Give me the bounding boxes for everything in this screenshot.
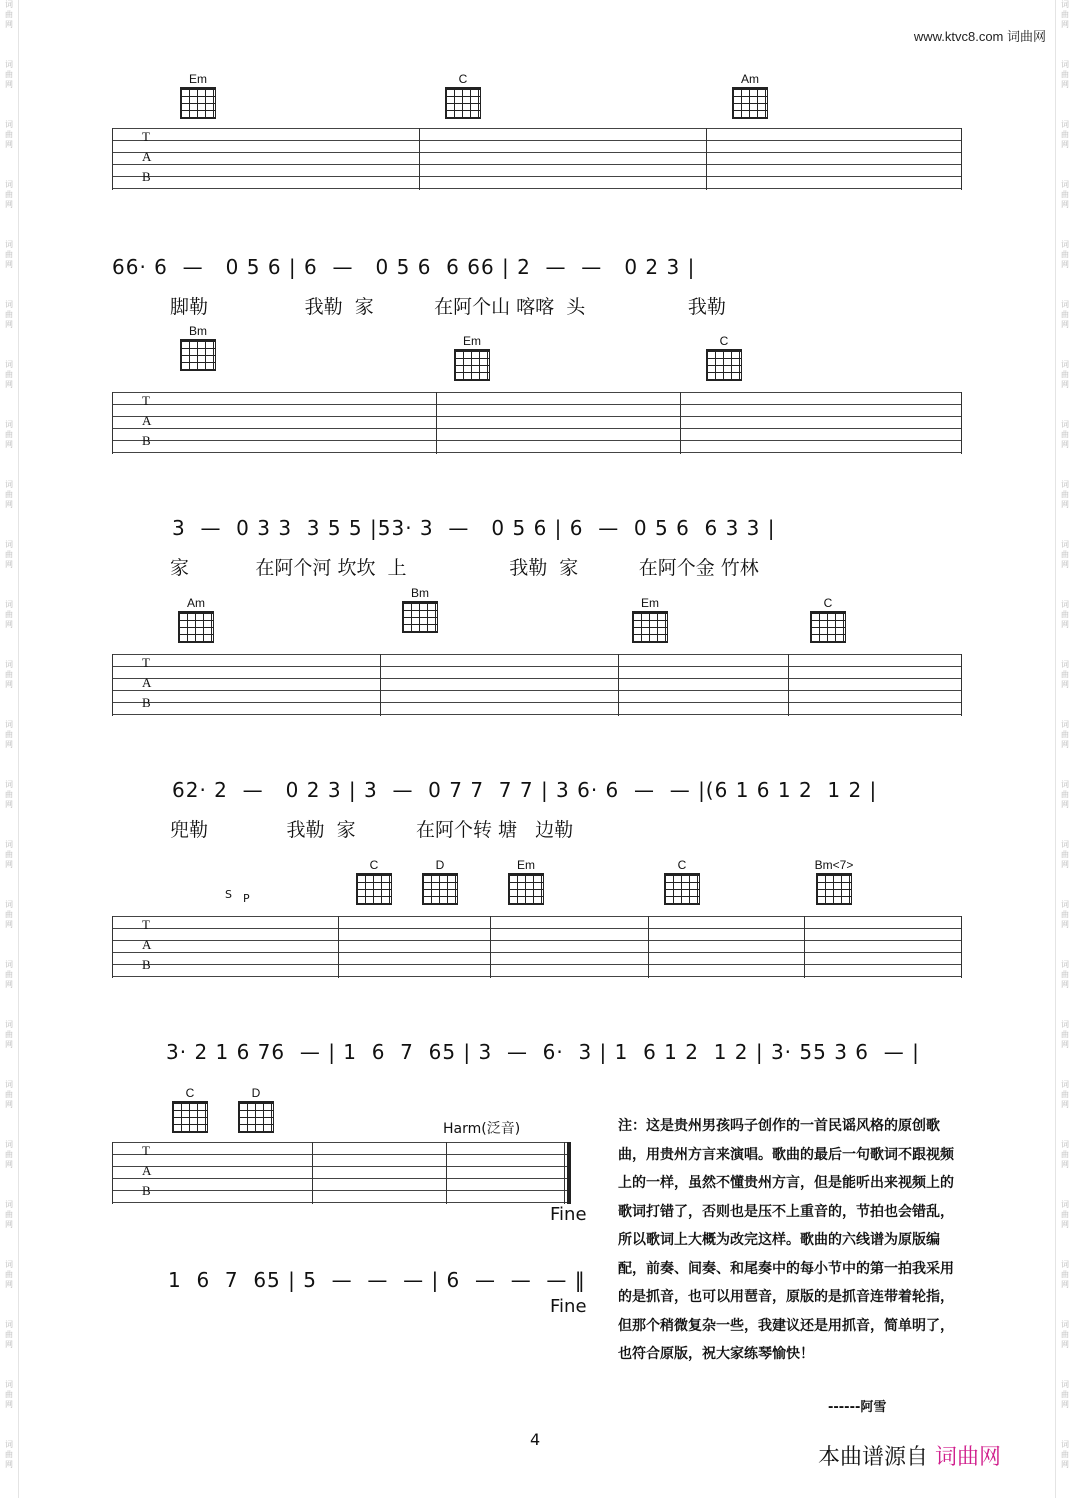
tab-label-b: B: [142, 1183, 151, 1198]
chord-name: Bm<7>: [814, 858, 854, 872]
fretboard-grid: [422, 873, 458, 905]
watermark-text: 词 曲 网: [5, 600, 13, 629]
watermark-text: 词 曲 网: [5, 540, 13, 569]
watermark-text: 词 曲 网: [1061, 1320, 1069, 1349]
fretboard-grid: [356, 873, 392, 905]
watermark-text: 词 曲 网: [1061, 120, 1069, 149]
tab-label-a: A: [142, 149, 152, 164]
tab-label-b: B: [142, 433, 151, 448]
watermark-text: 词 曲 网: [5, 1260, 13, 1289]
note-signature: ------阿雪: [828, 1400, 887, 1415]
slide-mark: S: [225, 888, 232, 901]
tab-label-t: T: [142, 1143, 150, 1158]
tab-label-t: T: [142, 393, 150, 408]
chord-name: Em: [463, 334, 481, 348]
chord-diagram: [176, 596, 216, 643]
arranger-note: 注：这是贵州男孩吗子创作的一首民谣风格的原创歌曲，用贵州方言来演唱。歌曲的最后一句歌词不跟视频上的一样，虽然不懂贵州方言，但是能听出来视频上的歌词打错了，否则也是压不上重音的，节拍也会错乱，所以歌词上大概为改完这样。歌曲的六线谱为原版编配，前奏、间奏、和尾奏中的每小节中的第一拍我采用的是抓音，也可以用琶音，原版的是抓音连带着轮指，但那个稍微复杂一些，我建议还是用抓音，简单明了，也符合原版，祝大家练琴愉快！: [618, 1118, 954, 1362]
watermark-text: 词 曲 网: [5, 1200, 13, 1229]
chord-name: Bm: [189, 324, 207, 338]
tab-label-a: A: [142, 1163, 152, 1178]
tab-label-b: B: [142, 695, 151, 710]
chord-diagram: [354, 858, 394, 905]
watermark-text: 词 曲 网: [1061, 0, 1069, 29]
watermark-text: 词 曲 网: [1061, 360, 1069, 389]
fretboard-grid: [508, 873, 544, 905]
watermark-text: 词 曲 网: [5, 1140, 13, 1169]
pull-off-mark: P: [243, 892, 250, 905]
chord-name: Em: [517, 858, 535, 872]
chord-name: C: [369, 858, 379, 872]
tab-label-t: T: [142, 655, 150, 670]
watermark-text: 词 曲 网: [5, 360, 13, 389]
watermark-text: 词 曲 网: [5, 900, 13, 929]
fine-mark: Fine: [550, 1296, 587, 1317]
chord-diagram: [178, 72, 218, 119]
watermark-text: 词 曲 网: [5, 720, 13, 749]
source-footer: [818, 1440, 1001, 1471]
fretboard-grid: [632, 611, 668, 643]
watermark-text: 词 曲 网: [5, 120, 13, 149]
watermark-text: 词 曲 网: [5, 780, 13, 809]
fretboard-grid: [172, 1101, 208, 1133]
watermark-text: 词 曲 网: [1061, 1260, 1069, 1289]
chord-name: C: [719, 334, 729, 348]
watermark-text: 词 曲 网: [5, 1320, 13, 1349]
chord-diagram: [662, 858, 702, 905]
tab-label-b: B: [142, 169, 151, 184]
watermark-text: 词 曲 网: [5, 240, 13, 269]
lyrics-line: 兜勒 我勒 家 在阿个转 塘 边勒: [170, 819, 574, 841]
fretboard-grid: [454, 349, 490, 381]
chord-diagram: [808, 596, 848, 643]
chord-name: C: [458, 72, 468, 86]
fretboard-grid: [238, 1101, 274, 1133]
watermark-text: 词 曲 网: [5, 840, 13, 869]
chord-diagram: [170, 1086, 210, 1133]
chord-diagram: [400, 586, 440, 633]
watermark-text: 词 曲 网: [1061, 660, 1069, 689]
numbered-notation-line: 1 6 7 65 | 5 — — — | 6 — — — ‖: [168, 1268, 586, 1292]
page-number: 4: [530, 1430, 541, 1449]
chord-diagram: [420, 858, 460, 905]
fretboard-grid: [180, 339, 216, 371]
chord-diagram: [814, 858, 854, 905]
chord-diagram: [630, 596, 670, 643]
watermark-text: 词 曲 网: [5, 1440, 13, 1469]
watermark-text: 词 曲 网: [5, 660, 13, 689]
tab-staff: [112, 1142, 568, 1204]
lyrics-line: 脚勒 我勒 家 在阿个山 喀喀 头 我勒: [170, 296, 726, 318]
watermark-text: 词 曲 网: [5, 0, 13, 29]
numbered-notation-line: 3· 2 1 6 76 — | 1 6 7 65 | 3 — 6· 3 | 1 6 1 2 1 2 | 3· 55 3 6 — |: [166, 1040, 920, 1064]
harmonics-label: Harm(泛音): [443, 1121, 521, 1137]
watermark-text: 词 曲 网: [5, 1020, 13, 1049]
watermark-text: 词 曲 网: [1061, 960, 1069, 989]
final-barline: [567, 1142, 571, 1204]
fine-mark: Fine: [550, 1204, 587, 1225]
watermark-text: 词 曲 网: [5, 420, 13, 449]
watermark-text: 词 曲 网: [1061, 480, 1069, 509]
chord-diagram: [452, 334, 492, 381]
watermark-text: 词 曲 网: [1061, 840, 1069, 869]
chord-diagram: [704, 334, 744, 381]
watermark-text: 词 曲 网: [1061, 1380, 1069, 1409]
watermark-text: 词 曲 网: [5, 480, 13, 509]
numbered-notation-line: 66· 6 — 0 5 6 | 6 — 0 5 6 6 66 | 2 — — 0 2 3 |: [112, 255, 696, 279]
site-url[interactable]: www.ktvc8.com 词曲网: [913, 29, 1046, 44]
chord-name: D: [251, 1086, 261, 1100]
watermark-text: 词 曲 网: [1061, 540, 1069, 569]
watermark-text: 词 曲 网: [5, 180, 13, 209]
chord-name: Am: [741, 72, 759, 86]
chord-diagram: [443, 72, 483, 119]
chord-name: Am: [187, 596, 205, 610]
watermark-text: 词 曲 网: [5, 1080, 13, 1109]
watermark-text: 词 曲 网: [5, 60, 13, 89]
watermark-text: 词 曲 网: [5, 300, 13, 329]
numbered-notation-line: 62· 2 — 0 2 3 | 3 — 0 7 7 7 7 | 3 6· 6 — — |(6 1 6 1 2 1 2 |: [172, 778, 878, 802]
watermark-text: 词 曲 网: [1061, 780, 1069, 809]
tab-staff: [112, 128, 962, 190]
watermark-text: 词 曲 网: [1061, 900, 1069, 929]
right-watermark-strip: [1055, 0, 1074, 1498]
tab-label-t: T: [142, 129, 150, 144]
watermark-text: 词 曲 网: [1061, 240, 1069, 269]
watermark-text: 词 曲 网: [5, 1380, 13, 1409]
watermark-text: 词 曲 网: [1061, 720, 1069, 749]
lyrics-line: 家 在阿个河 坎坎 上 我勒 家 在阿个金 竹林: [170, 557, 759, 579]
watermark-text: 词 曲 网: [1061, 1020, 1069, 1049]
fretboard-grid: [816, 873, 852, 905]
chord-name: Em: [189, 72, 207, 86]
watermark-text: 词 曲 网: [1061, 1080, 1069, 1109]
fretboard-grid: [402, 601, 438, 633]
left-watermark-strip: [0, 0, 19, 1498]
tab-label-a: A: [142, 413, 152, 428]
fretboard-grid: [178, 611, 214, 643]
chord-name: D: [435, 858, 445, 872]
tab-label-a: A: [142, 937, 152, 952]
chord-name: Em: [641, 596, 659, 610]
numbered-notation-line: 3 — 0 3 3 3 5 5 |53· 3 — 0 5 6 | 6 — 0 5 6 6 3 3 |: [172, 516, 776, 540]
tab-staff: [112, 654, 962, 716]
footer-prefix: 本曲谱源自: [818, 1445, 929, 1470]
watermark-text: 词 曲 网: [1061, 60, 1069, 89]
chord-name: Bm: [411, 586, 429, 600]
chord-diagram: [506, 858, 546, 905]
tab-label-b: B: [142, 957, 151, 972]
fretboard-grid: [180, 87, 216, 119]
footer-brand-link[interactable]: 词曲网: [935, 1445, 1002, 1470]
tab-staff: [112, 392, 962, 454]
fretboard-grid: [810, 611, 846, 643]
chord-name: C: [185, 1086, 195, 1100]
watermark-text: 词 曲 网: [1061, 1200, 1069, 1229]
chord-diagram: [730, 72, 770, 119]
fretboard-grid: [445, 87, 481, 119]
chord-name: C: [823, 596, 833, 610]
chord-diagram: [178, 324, 218, 371]
tab-staff: [112, 916, 962, 978]
watermark-text: 词 曲 网: [1061, 300, 1069, 329]
watermark-text: 词 曲 网: [1061, 180, 1069, 209]
chord-diagram: [236, 1086, 276, 1133]
watermark-text: 词 曲 网: [1061, 600, 1069, 629]
watermark-text: 词 曲 网: [1061, 1140, 1069, 1169]
chord-name: C: [677, 858, 687, 872]
watermark-text: 词 曲 网: [1061, 1440, 1069, 1469]
tab-label-a: A: [142, 675, 152, 690]
watermark-text: 词 曲 网: [5, 960, 13, 989]
tab-label-t: T: [142, 917, 150, 932]
fretboard-grid: [706, 349, 742, 381]
watermark-text: 词 曲 网: [1061, 420, 1069, 449]
fretboard-grid: [664, 873, 700, 905]
fretboard-grid: [732, 87, 768, 119]
